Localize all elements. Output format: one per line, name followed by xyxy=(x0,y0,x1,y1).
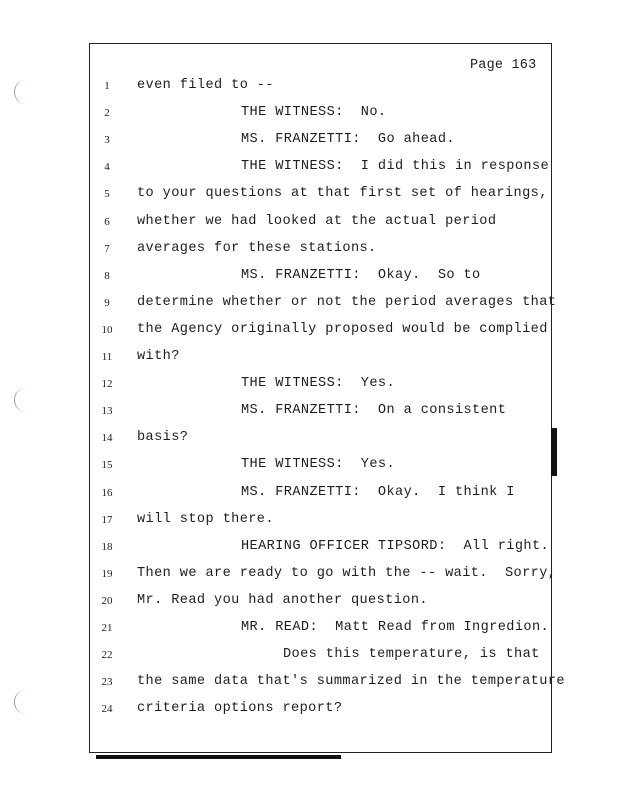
binder-hole-bottom xyxy=(14,690,37,714)
line-text: THE WITNESS: No. xyxy=(241,105,387,121)
line-number: 22 xyxy=(101,649,113,662)
binder-hole-top xyxy=(14,80,37,104)
transcript-line xyxy=(0,131,622,151)
transcript-line xyxy=(0,646,622,666)
transcript-line xyxy=(0,456,622,476)
binder-hole-middle xyxy=(14,388,37,412)
transcript-line xyxy=(0,267,622,287)
line-text: THE WITNESS: Yes. xyxy=(241,457,396,473)
transcript-line xyxy=(0,158,622,178)
transcript-line xyxy=(0,592,622,612)
line-number: 8 xyxy=(104,269,110,282)
transcript-line xyxy=(0,375,622,395)
line-number: 3 xyxy=(104,134,110,147)
line-text: with? xyxy=(137,349,180,364)
line-text: Mr. Read you had another question. xyxy=(137,592,428,608)
transcript-line xyxy=(0,700,622,720)
line-number: 7 xyxy=(104,242,110,255)
line-number: 2 xyxy=(104,107,110,120)
line-number: 21 xyxy=(101,622,113,634)
line-text: basis? xyxy=(137,430,189,446)
transcript-line xyxy=(0,348,622,368)
line-text: MR. READ: Matt Read from Ingredion. xyxy=(241,620,550,635)
line-text: criteria options report? xyxy=(137,701,343,717)
line-number: 24 xyxy=(101,703,113,716)
transcript-line xyxy=(0,213,622,233)
line-number: 9 xyxy=(104,296,110,309)
transcript-line xyxy=(0,538,622,558)
transcript-line xyxy=(0,619,622,639)
transcript-line xyxy=(0,565,622,585)
line-number: 12 xyxy=(101,378,113,391)
line-number: 4 xyxy=(104,161,110,174)
transcript-line xyxy=(0,429,622,449)
line-text: determine whether or not the period averages that xyxy=(137,294,557,310)
line-number: 6 xyxy=(104,215,110,228)
transcript-line xyxy=(0,402,622,422)
line-number: 10 xyxy=(101,323,113,336)
transcript-line xyxy=(0,673,622,693)
line-text: THE WITNESS: Yes. xyxy=(241,376,396,392)
line-number: 13 xyxy=(101,405,113,418)
line-text: MS. FRANZETTI: Okay. So to xyxy=(241,267,481,283)
transcript-line xyxy=(0,185,622,205)
transcript-line xyxy=(0,77,622,97)
side-scan-mark xyxy=(551,428,557,476)
line-text: the Agency originally proposed would be complied xyxy=(137,321,548,337)
transcript-line xyxy=(0,240,622,260)
line-text: THE WITNESS: I did this in response xyxy=(241,159,550,175)
line-number: 15 xyxy=(101,459,113,472)
line-text: even filed to -- xyxy=(137,78,274,93)
line-text: Then we are ready to go with the -- wait. Sorry, xyxy=(137,565,557,581)
line-text: to your questions at that first set of hearings, xyxy=(137,186,548,202)
transcript-line xyxy=(0,484,622,504)
line-number: 5 xyxy=(104,188,110,201)
line-number: 23 xyxy=(101,676,113,689)
line-number: 19 xyxy=(101,567,113,580)
line-text: MS. FRANZETTI: On a consistent xyxy=(241,403,507,419)
line-number: 17 xyxy=(101,513,113,526)
line-text: Does this temperature, is that xyxy=(283,647,540,663)
transcript-line xyxy=(0,294,622,314)
line-number: 18 xyxy=(101,540,113,553)
page-number: Page 163 xyxy=(470,58,537,73)
line-text: MS. FRANZETTI: Okay. I think I xyxy=(241,484,515,500)
line-number: 11 xyxy=(101,351,113,363)
transcript-line xyxy=(0,511,622,531)
line-number: 20 xyxy=(101,594,113,607)
line-text: will stop there. xyxy=(137,511,274,527)
line-text: the same data that's summarized in the temperature xyxy=(137,674,565,690)
line-text: averages for these stations. xyxy=(137,240,377,256)
line-text: HEARING OFFICER TIPSORD: All right. xyxy=(241,538,550,554)
line-number: 14 xyxy=(101,432,113,445)
transcript-line xyxy=(0,321,622,341)
line-text: whether we had looked at the actual period xyxy=(137,213,497,229)
line-number: 1 xyxy=(104,80,110,92)
line-number: 16 xyxy=(101,486,113,499)
line-text: MS. FRANZETTI: Go ahead. xyxy=(241,132,455,148)
transcript-line xyxy=(0,104,622,124)
bottom-scan-mark xyxy=(96,755,341,759)
